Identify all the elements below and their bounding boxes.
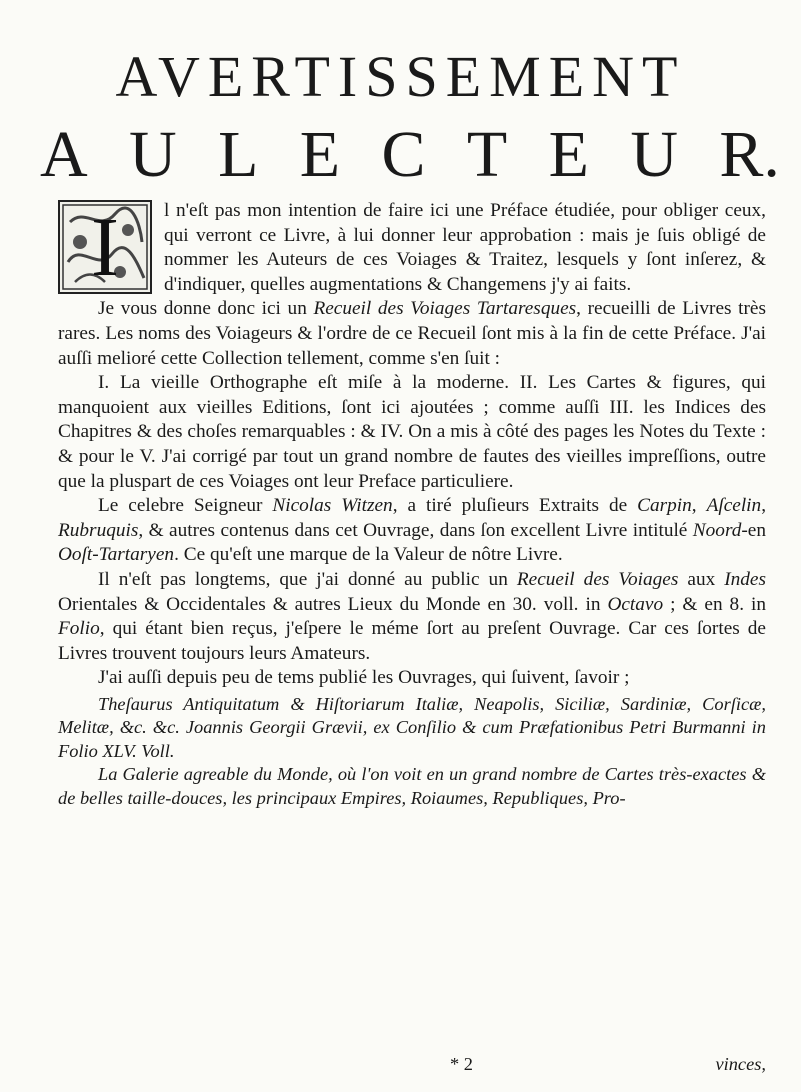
title-letter: E [548, 118, 589, 191]
title-au-lecteur [40, 118, 780, 191]
title-letter: U [129, 118, 177, 191]
paragraph: l n'eſt pas mon intention de faire ici une Préface étudiée, pour obliger ceux, qui verront ce Livre, à lui donner leur approbation : mais je ſuis obligé de nommer les Auteurs de ces Voiages & Traitez, lesquels y ſont inſerez, & d'indiquer, quelles augmentations & Changemens j'y ai faits. [164, 200, 766, 295]
title-letter: C [381, 118, 426, 191]
title-letter: U [630, 118, 678, 191]
publication-item: La Galerie agreable du Monde, où l'on voit en un grand nombre de Cartes très-exactes & de belles taille-douces, les principaux Empires, Roiaumes, Republiques, Pro- [58, 764, 766, 808]
paragraph: Je vous donne donc ici un Recueil des Voiages Tartaresques, recueilli de Livres très rares. Les noms des Voiageurs & l'ordre de ce Recueil ſont mis à la fin de cette Préface. J'ai auſſi melioré cette Collection tellement, comme s'en ſuit : [58, 298, 766, 369]
title-letter: T [466, 118, 508, 191]
title-letter: E [299, 118, 341, 191]
body-text [58, 199, 766, 810]
paragraph: J'ai auſſi depuis peu de tems publié les Ouvrages, qui ſuivent, ſavoir ; [98, 667, 630, 689]
publication-list [58, 693, 766, 811]
title-letter: A [40, 118, 88, 191]
publication-item: Theſaurus Antiquitatum & Hiſtoriarum Italiæ, Neapolis, Siciliæ, Sardiniæ, Corſicæ, Melitæ, &c. &c. Joannis Georgii Grævii, ex Conſilio & cum Præfationibus Petri Burmanni in Folio XLV. Voll. [58, 693, 766, 761]
title-letter: R. [719, 118, 780, 191]
signature-mark: * 2 [450, 1054, 473, 1074]
catchword: vinces, [715, 1054, 766, 1074]
paragraph: Il n'eſt pas longtems, que j'ai donné au public un Recueil des Voiages aux Indes Orientales & Occidentales & autres Lieux du Monde en 30. voll. in Octavo ; & en 8. in Folio, qui étant bien reçus, j'eſpere le méme ſort au preſent Ouvrage. Car ces ſortes de Livres trouvent toujours leurs Amateurs. [58, 568, 766, 664]
dropcap-letter: I [91, 201, 119, 294]
title-avertissement: AVERTISSEMENT [115, 44, 686, 109]
paragraph: Le celebre Seigneur Nicolas Witzen, a tiré pluſieurs Extraits de Carpin, Aſcelin, Rubruquis, & autres contenus dans cet Ouvrage, dans ſon excellent Livre intitulé Noord-en Ooſt-Tartaryen. Ce qu'eſt une marque de la Valeur de nôtre Livre. [58, 495, 767, 566]
title-letter: L [218, 118, 259, 191]
paragraph: I. La vieille Orthographe eſt miſe à la moderne. II. Les Cartes & figures, qui manquoient aux vieilles Editions, ſont ici ajoutées ; comme auſſi III. les Indices des Chapitres & des choſes remarquables : & IV. On a mis à côté des pages les Notes du Texte : & pour le V. J'ai corrigé par tout un grand nombre de fautes des vieilles impreſſions, outre que la pluspart de ces Voiages ont leur Preface particuliere. [58, 372, 766, 492]
